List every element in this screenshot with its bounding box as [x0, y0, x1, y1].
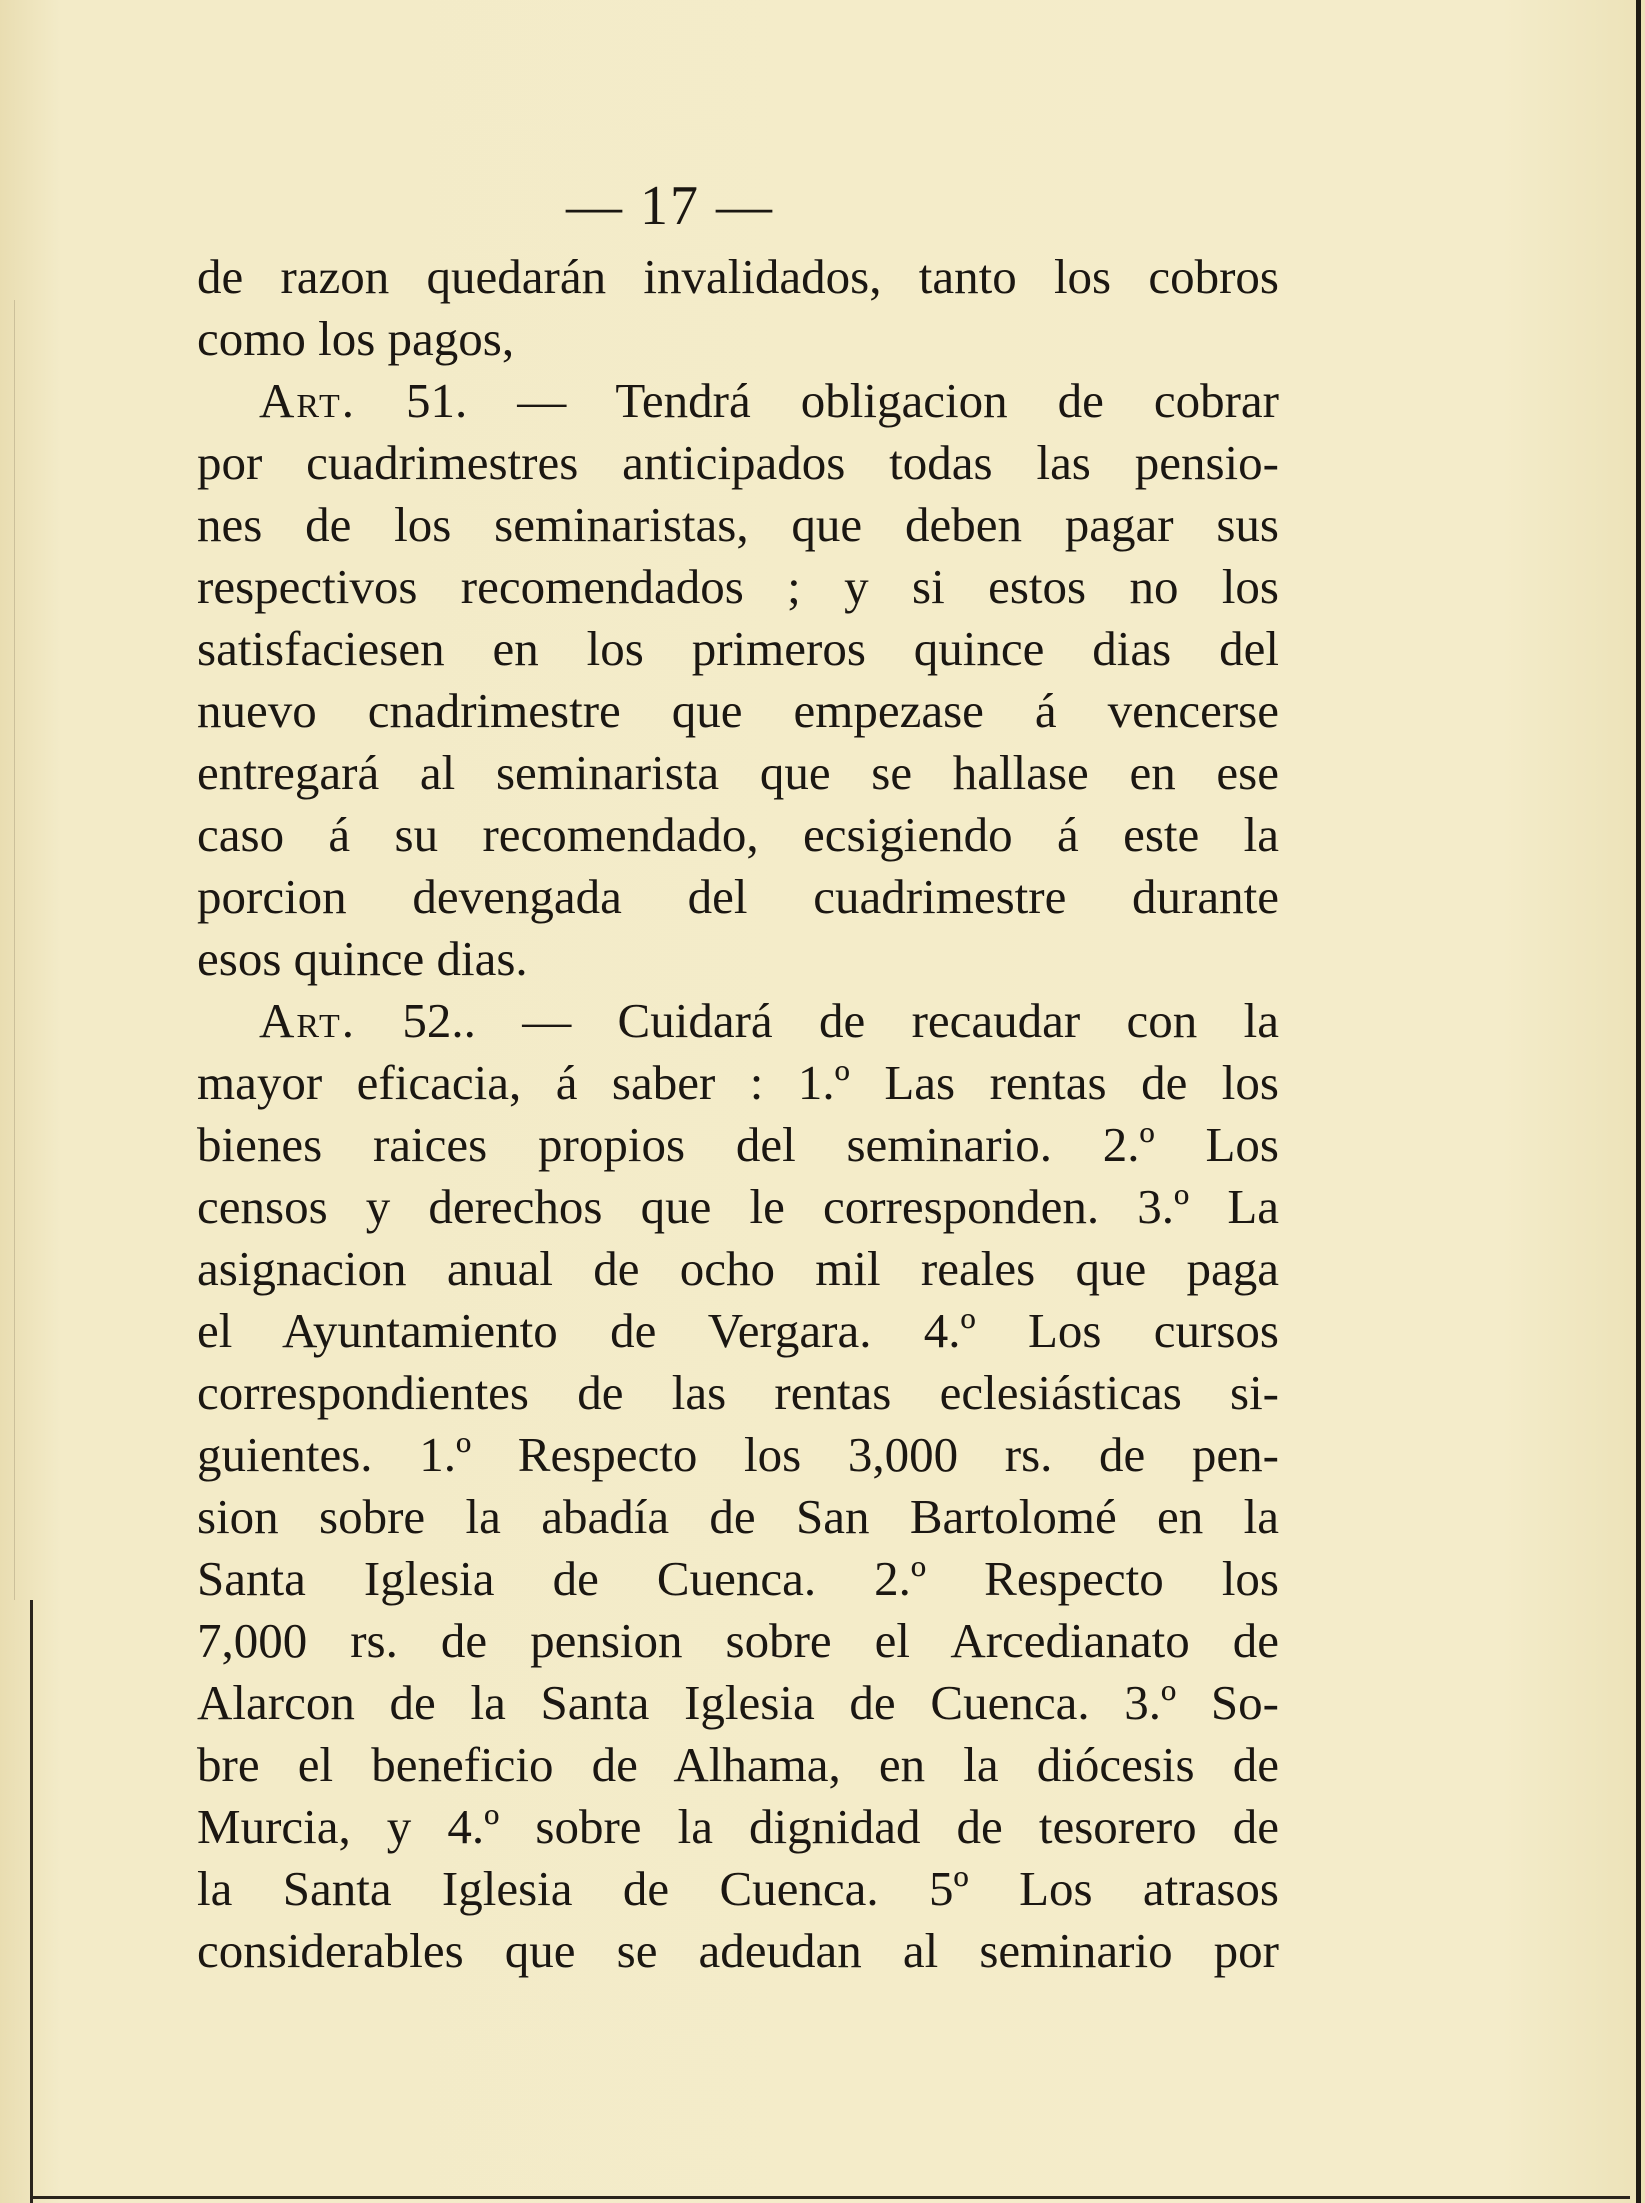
- line-text: porcion devengada del cuadrimestre durante: [197, 869, 1279, 924]
- line-text: la Santa Iglesia de Cuenca. 5º Los atrasos: [197, 1861, 1279, 1916]
- line-text: mayor eficacia, á saber : 1.º Las rentas de los: [197, 1055, 1279, 1110]
- text-line: [197, 370, 1279, 432]
- text-line: [197, 866, 1279, 928]
- line-text: como los pagos,: [197, 311, 515, 366]
- line-text: caso á su recomendado, ecsigiendo á este la: [197, 807, 1279, 862]
- text-line: [197, 928, 1279, 990]
- line-text: el Ayuntamiento de Vergara. 4.º Los cursos: [197, 1303, 1279, 1358]
- line-text: censos y derechos que le corresponden. 3.º La: [197, 1179, 1279, 1234]
- line-text: guientes. 1.º Respecto los 3,000 rs. de pen-: [197, 1427, 1279, 1482]
- text-line: [197, 680, 1279, 742]
- text-line: [197, 1052, 1279, 1114]
- text-line: [197, 246, 1279, 308]
- text-line: [197, 1796, 1279, 1858]
- text-line: [197, 1424, 1279, 1486]
- text-line: [197, 1238, 1279, 1300]
- text-line: [197, 1300, 1279, 1362]
- line-text: bre el beneficio de Alhama, en la diócesis de: [197, 1737, 1279, 1792]
- text-line: [197, 1920, 1279, 1982]
- line-text: 52.. — Cuidará de recaudar con la: [356, 993, 1279, 1048]
- text-line: [197, 618, 1279, 680]
- line-text: correspondientes de las rentas eclesiásticas si-: [197, 1365, 1279, 1420]
- line-text: Santa Iglesia de Cuenca. 2.º Respecto los: [197, 1551, 1279, 1606]
- text-line: [197, 1610, 1279, 1672]
- text-line: [197, 556, 1279, 618]
- text-line: [197, 1486, 1279, 1548]
- text-line: [197, 1114, 1279, 1176]
- line-text: Alarcon de la Santa Iglesia de Cuenca. 3.º So-: [197, 1675, 1279, 1730]
- line-text: bienes raices propios del seminario. 2.º Los: [197, 1117, 1279, 1172]
- left-page-border: [30, 1600, 33, 2203]
- line-text: esos quince dias.: [197, 931, 528, 986]
- text-line: [197, 742, 1279, 804]
- line-text: sion sobre la abadía de San Bartolomé en la: [197, 1489, 1279, 1544]
- text-line: [197, 804, 1279, 866]
- line-text: respectivos recomendados ; y si estos no los: [197, 559, 1279, 614]
- text-line: [197, 308, 1279, 370]
- body-text: [197, 246, 1279, 1982]
- line-text: entregará al seminarista que se hallase en ese: [197, 745, 1279, 800]
- text-line: [197, 1548, 1279, 1610]
- line-text: Murcia, y 4.º sobre la dignidad de tesorero de: [197, 1799, 1279, 1854]
- bottom-page-border: [30, 2196, 1630, 2199]
- line-text: nes de los seminaristas, que deben pagar sus: [197, 497, 1279, 552]
- text-line: [197, 1176, 1279, 1238]
- text-line: [197, 1734, 1279, 1796]
- line-text: nuevo cnadrimestre que empezase á vencerse: [197, 683, 1279, 738]
- text-line: [197, 990, 1279, 1052]
- line-text: considerables que se adeudan al seminario por: [197, 1923, 1279, 1978]
- line-text: asignacion anual de ocho mil reales que paga: [197, 1241, 1279, 1296]
- text-line: [197, 432, 1279, 494]
- text-line: [197, 494, 1279, 556]
- article-label: Art.: [259, 993, 357, 1048]
- page-fold-shadow: [14, 300, 15, 1600]
- page-number-header: — 17 —: [566, 175, 774, 237]
- text-line: [197, 1362, 1279, 1424]
- text-line: [197, 1672, 1279, 1734]
- line-text: 51. — Tendrá obligacion de cobrar: [356, 373, 1279, 428]
- line-text: de razon quedarán invalidados, tanto los cobros: [197, 249, 1279, 304]
- article-label: Art.: [259, 373, 357, 428]
- line-text: satisfaciesen en los primeros quince dias del: [197, 621, 1279, 676]
- line-text: 7,000 rs. de pension sobre el Arcedianato de: [197, 1613, 1279, 1668]
- line-text: por cuadrimestres anticipados todas las pensio-: [197, 435, 1279, 490]
- right-page-border: [1636, 0, 1641, 2203]
- text-line: [197, 1858, 1279, 1920]
